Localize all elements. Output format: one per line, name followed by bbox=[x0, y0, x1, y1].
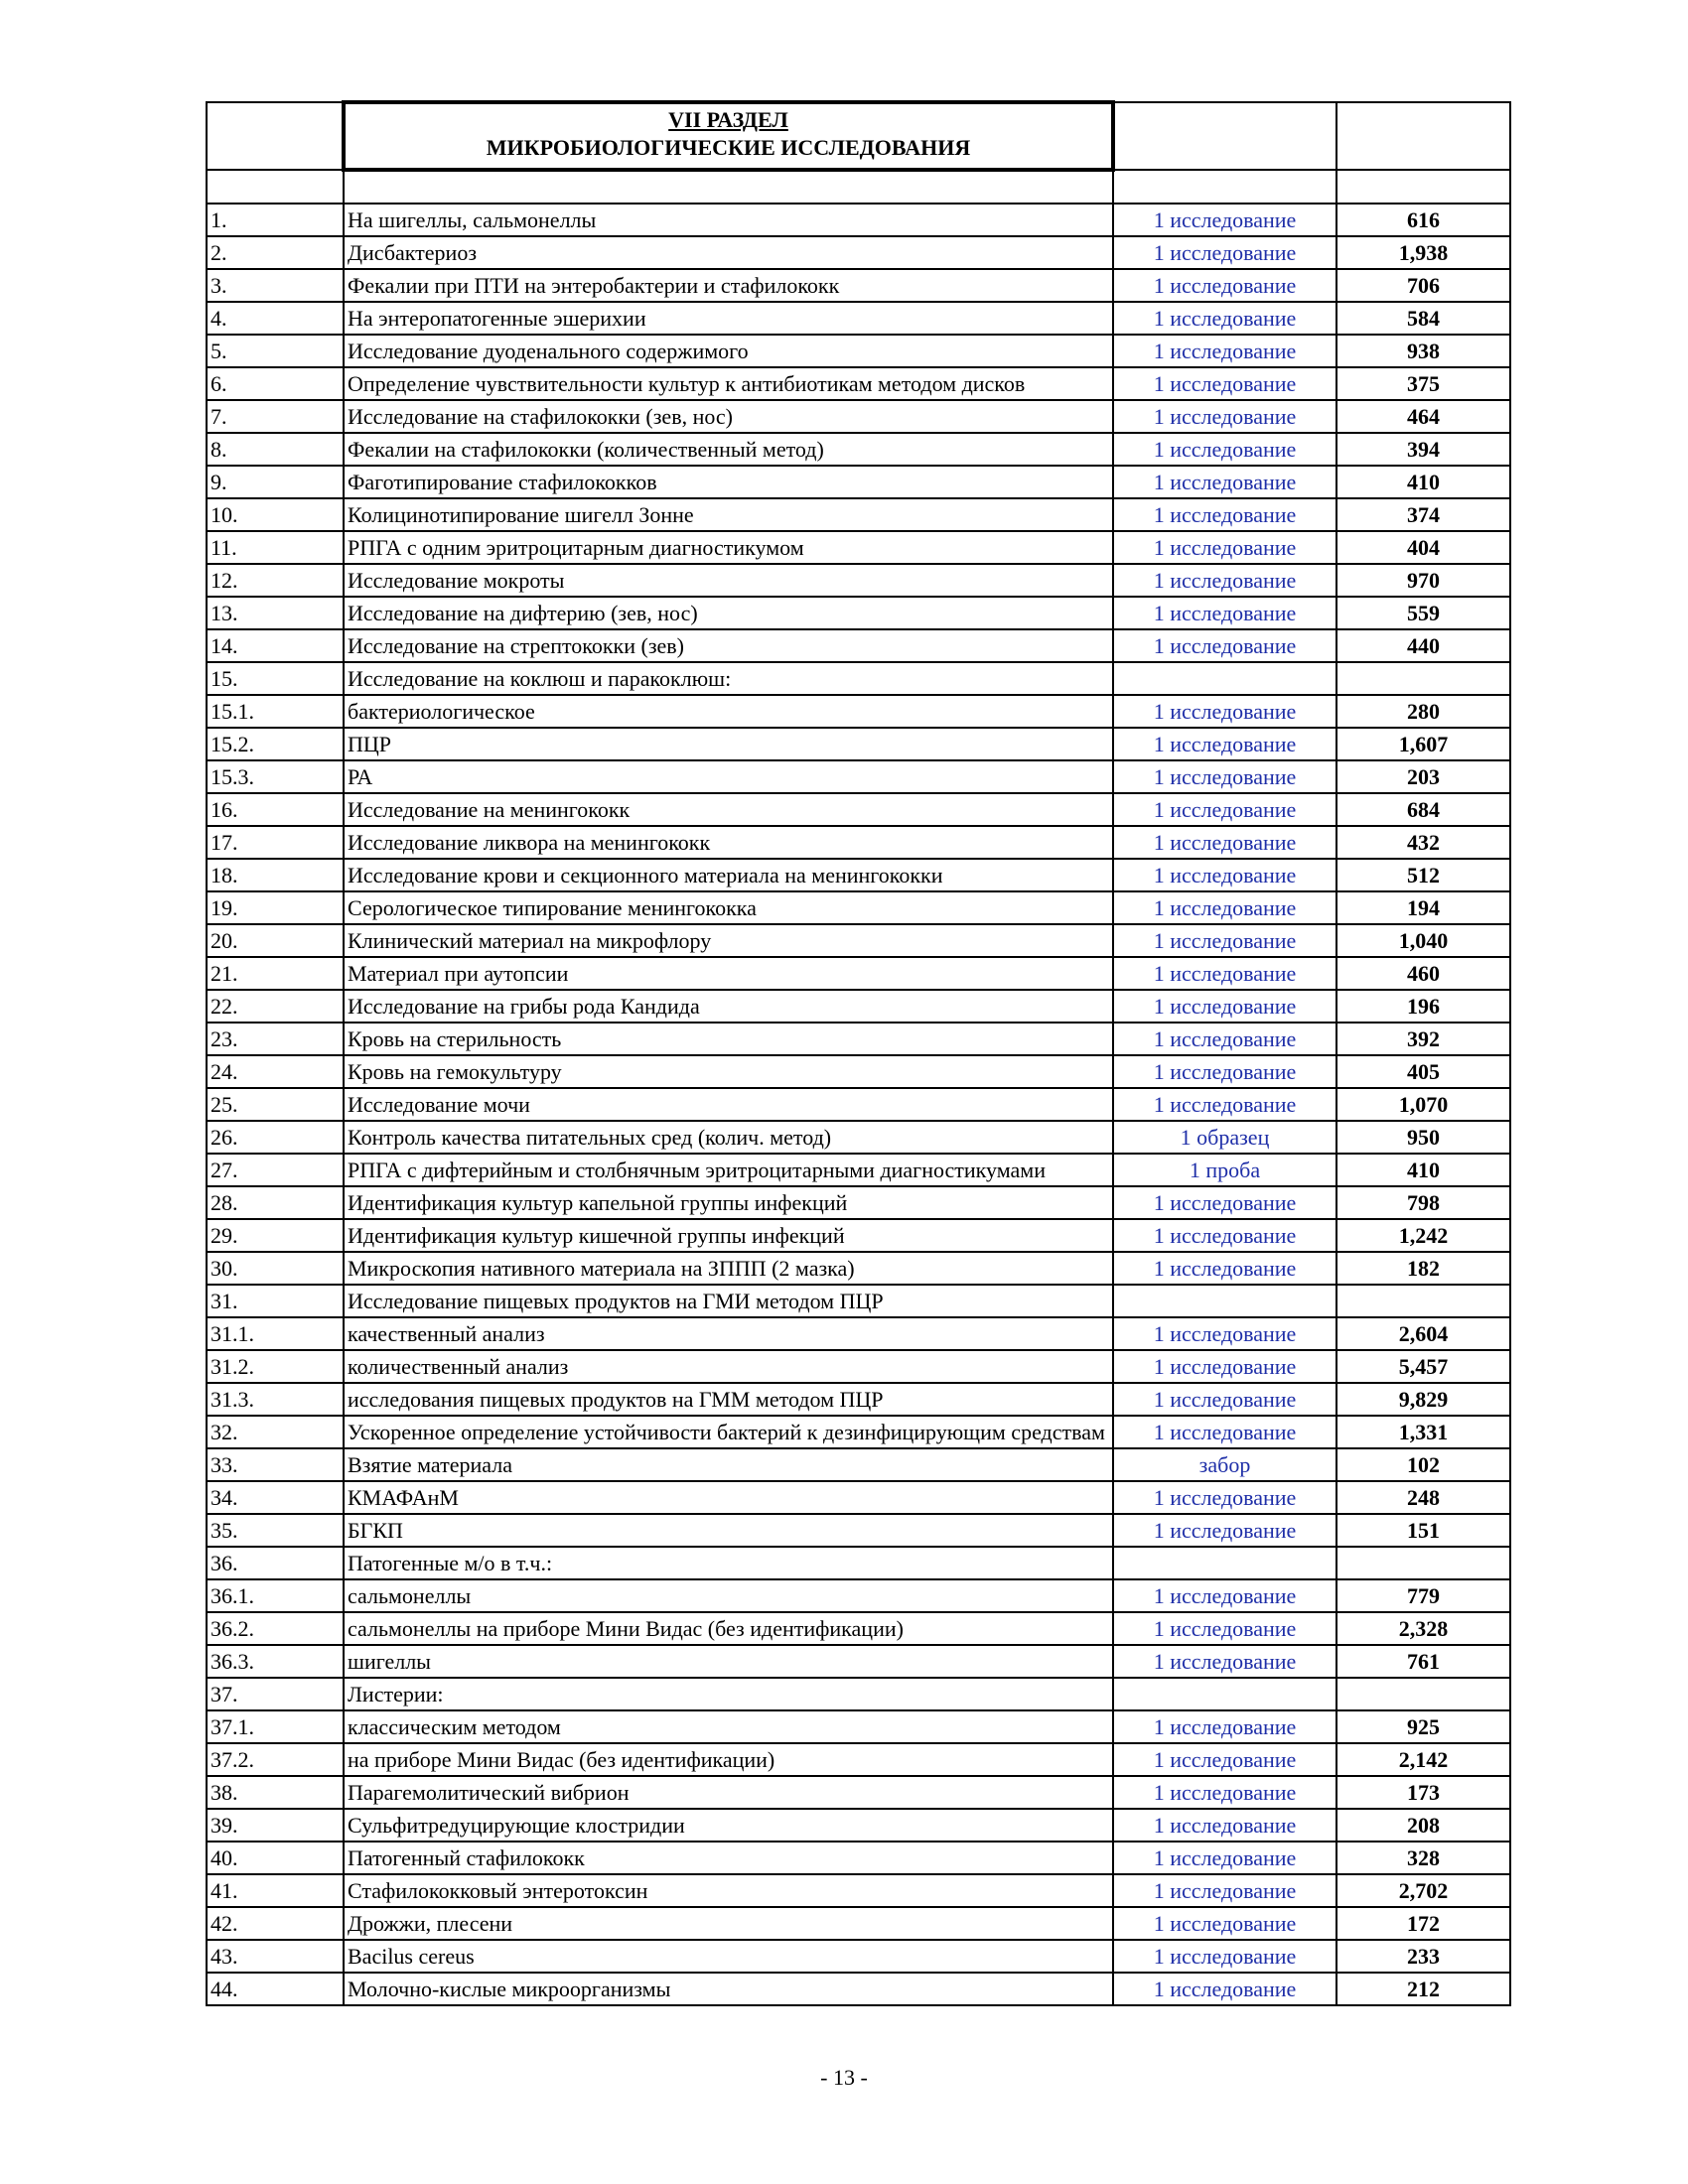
row-unit: 1 исследование bbox=[1113, 760, 1336, 793]
row-unit: 1 исследование bbox=[1113, 1842, 1336, 1874]
table-row bbox=[207, 1317, 1510, 1350]
row-service-name: Определение чувствительности культур к антибиотикам методом дисков bbox=[344, 367, 1113, 400]
row-price: 173 bbox=[1336, 1776, 1510, 1809]
row-service-name: Кровь на стерильность bbox=[344, 1023, 1113, 1055]
row-service-name: исследования пищевых продуктов на ГММ методом ПЦР bbox=[344, 1383, 1113, 1416]
row-price: 151 bbox=[1336, 1514, 1510, 1547]
row-service-name: сальмонеллы на приборе Мини Видас (без идентификации) bbox=[344, 1612, 1113, 1645]
row-price: 280 bbox=[1336, 695, 1510, 728]
row-number: 4. bbox=[207, 302, 344, 335]
row-price: 410 bbox=[1336, 466, 1510, 498]
row-service-name: Фекалии на стафилококки (количественный метод) bbox=[344, 433, 1113, 466]
table-row bbox=[207, 1350, 1510, 1383]
row-number: 17. bbox=[207, 826, 344, 859]
row-service-name: Листерии: bbox=[344, 1678, 1113, 1710]
row-unit: 1 исследование bbox=[1113, 826, 1336, 859]
row-service-name: Исследование крови и секционного материала на менингококки bbox=[344, 859, 1113, 891]
row-unit: 1 образец bbox=[1113, 1121, 1336, 1154]
row-unit: 1 исследование bbox=[1113, 1743, 1336, 1776]
table-row bbox=[207, 236, 1510, 269]
spacer-cell bbox=[1113, 170, 1336, 204]
row-number: 35. bbox=[207, 1514, 344, 1547]
row-service-name: Кровь на гемокультуру bbox=[344, 1055, 1113, 1088]
row-number: 6. bbox=[207, 367, 344, 400]
row-service-name: Исследование на дифтерию (зев, нос) bbox=[344, 597, 1113, 629]
row-unit: 1 исследование bbox=[1113, 1186, 1336, 1219]
table-row bbox=[207, 1154, 1510, 1186]
row-number: 14. bbox=[207, 629, 344, 662]
row-service-name: Идентификация культур кишечной группы инфекций bbox=[344, 1219, 1113, 1252]
table-row bbox=[207, 1842, 1510, 1874]
table-row bbox=[207, 531, 1510, 564]
row-service-name: качественный анализ bbox=[344, 1317, 1113, 1350]
row-number: 18. bbox=[207, 859, 344, 891]
row-unit bbox=[1113, 1678, 1336, 1710]
row-service-name: Исследование ликвора на менингококк bbox=[344, 826, 1113, 859]
row-number: 7. bbox=[207, 400, 344, 433]
row-service-name: Фаготипирование стафилококков bbox=[344, 466, 1113, 498]
row-unit: 1 исследование bbox=[1113, 400, 1336, 433]
row-unit: 1 исследование bbox=[1113, 236, 1336, 269]
row-service-name: Исследование мочи bbox=[344, 1088, 1113, 1121]
row-unit: 1 исследование bbox=[1113, 1055, 1336, 1088]
row-price: 938 bbox=[1336, 335, 1510, 367]
row-unit: 1 исследование bbox=[1113, 891, 1336, 924]
row-price: 1,607 bbox=[1336, 728, 1510, 760]
row-price: 1,331 bbox=[1336, 1416, 1510, 1448]
row-unit bbox=[1113, 1547, 1336, 1579]
row-price: 2,702 bbox=[1336, 1874, 1510, 1907]
row-number: 19. bbox=[207, 891, 344, 924]
row-service-name: Контроль качества питательных сред (колич. метод) bbox=[344, 1121, 1113, 1154]
table-row bbox=[207, 1907, 1510, 1940]
row-price: 925 bbox=[1336, 1710, 1510, 1743]
table-row bbox=[207, 1874, 1510, 1907]
row-unit: 1 исследование bbox=[1113, 629, 1336, 662]
row-price: 440 bbox=[1336, 629, 1510, 662]
row-price: 404 bbox=[1336, 531, 1510, 564]
row-service-name: РПГА с одним эритроцитарным диагностикумом bbox=[344, 531, 1113, 564]
row-number: 31.1. bbox=[207, 1317, 344, 1350]
table-row bbox=[207, 957, 1510, 990]
row-service-name: бактериологическое bbox=[344, 695, 1113, 728]
row-price: 375 bbox=[1336, 367, 1510, 400]
header-empty-unit bbox=[1113, 102, 1336, 170]
row-unit: 1 исследование bbox=[1113, 1579, 1336, 1612]
row-unit: 1 исследование bbox=[1113, 695, 1336, 728]
row-price bbox=[1336, 1285, 1510, 1317]
table-row bbox=[207, 728, 1510, 760]
row-number: 1. bbox=[207, 204, 344, 236]
row-unit: 1 исследование bbox=[1113, 990, 1336, 1023]
row-number: 39. bbox=[207, 1809, 344, 1842]
row-unit: 1 исследование bbox=[1113, 204, 1336, 236]
table-row bbox=[207, 1023, 1510, 1055]
row-number: 34. bbox=[207, 1481, 344, 1514]
row-number: 36.3. bbox=[207, 1645, 344, 1678]
table-row bbox=[207, 695, 1510, 728]
table-row bbox=[207, 1219, 1510, 1252]
row-price: 212 bbox=[1336, 1973, 1510, 2005]
table-row bbox=[207, 1088, 1510, 1121]
row-number: 22. bbox=[207, 990, 344, 1023]
row-price: 460 bbox=[1336, 957, 1510, 990]
table-row bbox=[207, 1710, 1510, 1743]
row-number: 37.1. bbox=[207, 1710, 344, 1743]
section-title-line2: МИКРОБИОЛОГИЧЕСКИЕ ИССЛЕДОВАНИЯ bbox=[486, 135, 971, 160]
row-price: 208 bbox=[1336, 1809, 1510, 1842]
table-row bbox=[207, 1743, 1510, 1776]
row-service-name: на приборе Мини Видас (без идентификации) bbox=[344, 1743, 1113, 1776]
row-price: 1,040 bbox=[1336, 924, 1510, 957]
row-service-name: Исследование мокроты bbox=[344, 564, 1113, 597]
row-price: 798 bbox=[1336, 1186, 1510, 1219]
table-row bbox=[207, 1285, 1510, 1317]
row-number: 32. bbox=[207, 1416, 344, 1448]
row-price: 779 bbox=[1336, 1579, 1510, 1612]
row-number: 41. bbox=[207, 1874, 344, 1907]
row-price: 405 bbox=[1336, 1055, 1510, 1088]
row-unit: 1 исследование bbox=[1113, 269, 1336, 302]
row-price: 248 bbox=[1336, 1481, 1510, 1514]
table-row bbox=[207, 400, 1510, 433]
row-price: 233 bbox=[1336, 1940, 1510, 1973]
table-row bbox=[207, 1448, 1510, 1481]
row-number: 43. bbox=[207, 1940, 344, 1973]
row-number: 36. bbox=[207, 1547, 344, 1579]
row-price bbox=[1336, 662, 1510, 695]
row-unit: 1 исследование bbox=[1113, 1907, 1336, 1940]
table-row bbox=[207, 597, 1510, 629]
row-number: 44. bbox=[207, 1973, 344, 2005]
row-number: 37. bbox=[207, 1678, 344, 1710]
row-service-name: Исследование пищевых продуктов на ГМИ методом ПЦР bbox=[344, 1285, 1113, 1317]
row-price: 328 bbox=[1336, 1842, 1510, 1874]
table-row bbox=[207, 1055, 1510, 1088]
row-number: 20. bbox=[207, 924, 344, 957]
table-row bbox=[207, 1579, 1510, 1612]
row-unit: 1 исследование bbox=[1113, 1088, 1336, 1121]
table-row bbox=[207, 1121, 1510, 1154]
row-number: 33. bbox=[207, 1448, 344, 1481]
row-number: 36.1. bbox=[207, 1579, 344, 1612]
row-unit: 1 исследование bbox=[1113, 957, 1336, 990]
row-service-name: Патогенные м/о в т.ч.: bbox=[344, 1547, 1113, 1579]
row-price: 2,604 bbox=[1336, 1317, 1510, 1350]
row-price: 2,328 bbox=[1336, 1612, 1510, 1645]
row-price: 512 bbox=[1336, 859, 1510, 891]
row-unit: 1 исследование bbox=[1113, 1252, 1336, 1285]
table-row bbox=[207, 891, 1510, 924]
row-service-name: шигеллы bbox=[344, 1645, 1113, 1678]
row-number: 2. bbox=[207, 236, 344, 269]
row-unit: 1 исследование bbox=[1113, 1973, 1336, 2005]
row-unit: забор bbox=[1113, 1448, 1336, 1481]
row-number: 31. bbox=[207, 1285, 344, 1317]
row-price: 374 bbox=[1336, 498, 1510, 531]
row-price: 392 bbox=[1336, 1023, 1510, 1055]
section-title bbox=[344, 102, 1113, 170]
row-unit: 1 исследование bbox=[1113, 924, 1336, 957]
table-row bbox=[207, 629, 1510, 662]
table-row bbox=[207, 1940, 1510, 1973]
row-unit: 1 исследование bbox=[1113, 564, 1336, 597]
row-number: 42. bbox=[207, 1907, 344, 1940]
spacer-row bbox=[207, 170, 1510, 204]
row-service-name: Фекалии при ПТИ на энтеробактерии и стафилококк bbox=[344, 269, 1113, 302]
row-number: 29. bbox=[207, 1219, 344, 1252]
row-price: 203 bbox=[1336, 760, 1510, 793]
row-number: 30. bbox=[207, 1252, 344, 1285]
row-service-name: РПГА с дифтерийным и столбнячным эритроцитарными диагностикумами bbox=[344, 1154, 1113, 1186]
row-unit: 1 исследование bbox=[1113, 728, 1336, 760]
table-row bbox=[207, 433, 1510, 466]
table-row bbox=[207, 204, 1510, 236]
row-service-name: Молочно-кислые микроорганизмы bbox=[344, 1973, 1113, 2005]
row-unit: 1 исследование bbox=[1113, 1776, 1336, 1809]
table-row bbox=[207, 662, 1510, 695]
row-unit: 1 исследование bbox=[1113, 1023, 1336, 1055]
table-row bbox=[207, 760, 1510, 793]
row-unit: 1 исследование bbox=[1113, 1874, 1336, 1907]
row-number: 5. bbox=[207, 335, 344, 367]
row-number: 13. bbox=[207, 597, 344, 629]
table-row bbox=[207, 1481, 1510, 1514]
page-number: - 13 - bbox=[820, 2065, 868, 2090]
table-row bbox=[207, 302, 1510, 335]
row-service-name: На шигеллы, сальмонеллы bbox=[344, 204, 1113, 236]
row-service-name: Исследование на стафилококки (зев, нос) bbox=[344, 400, 1113, 433]
row-price: 102 bbox=[1336, 1448, 1510, 1481]
spacer-cell bbox=[1336, 170, 1510, 204]
row-service-name: Микроскопия нативного материала на ЗППП (2 мазка) bbox=[344, 1252, 1113, 1285]
table-row bbox=[207, 498, 1510, 531]
row-unit: 1 исследование bbox=[1113, 531, 1336, 564]
row-unit bbox=[1113, 1285, 1336, 1317]
row-number: 37.2. bbox=[207, 1743, 344, 1776]
row-service-name: БГКП bbox=[344, 1514, 1113, 1547]
row-service-name: Клинический материал на микрофлору bbox=[344, 924, 1113, 957]
row-number: 11. bbox=[207, 531, 344, 564]
row-service-name: Патогенный стафилококк bbox=[344, 1842, 1113, 1874]
row-service-name: Колицинотипирование шигелл Зонне bbox=[344, 498, 1113, 531]
row-number: 25. bbox=[207, 1088, 344, 1121]
table-row bbox=[207, 564, 1510, 597]
row-number: 26. bbox=[207, 1121, 344, 1154]
row-number: 3. bbox=[207, 269, 344, 302]
row-unit: 1 исследование bbox=[1113, 1514, 1336, 1547]
row-price: 196 bbox=[1336, 990, 1510, 1023]
table-row bbox=[207, 367, 1510, 400]
row-number: 40. bbox=[207, 1842, 344, 1874]
row-number: 31.2. bbox=[207, 1350, 344, 1383]
row-service-name: Серологическое типирование менингококка bbox=[344, 891, 1113, 924]
row-unit: 1 исследование bbox=[1113, 1645, 1336, 1678]
table-row bbox=[207, 1186, 1510, 1219]
row-service-name: сальмонеллы bbox=[344, 1579, 1113, 1612]
row-number: 27. bbox=[207, 1154, 344, 1186]
row-price bbox=[1336, 1678, 1510, 1710]
row-price bbox=[1336, 1547, 1510, 1579]
row-number: 24. bbox=[207, 1055, 344, 1088]
row-number: 21. bbox=[207, 957, 344, 990]
row-unit: 1 исследование bbox=[1113, 1219, 1336, 1252]
row-price: 9,829 bbox=[1336, 1383, 1510, 1416]
row-price: 1,242 bbox=[1336, 1219, 1510, 1252]
spacer-cell bbox=[344, 170, 1113, 204]
row-unit: 1 исследование bbox=[1113, 1710, 1336, 1743]
row-service-name: Исследование на стрептококки (зев) bbox=[344, 629, 1113, 662]
header-empty-num bbox=[207, 102, 344, 170]
row-unit: 1 исследование bbox=[1113, 1350, 1336, 1383]
row-service-name: количественный анализ bbox=[344, 1350, 1113, 1383]
spacer-cell bbox=[207, 170, 344, 204]
row-service-name: Дрожжи, плесени bbox=[344, 1907, 1113, 1940]
row-service-name: Материал при аутопсии bbox=[344, 957, 1113, 990]
row-unit: 1 исследование bbox=[1113, 1612, 1336, 1645]
row-service-name: Исследование на коклюш и паракоклюш: bbox=[344, 662, 1113, 695]
row-unit: 1 исследование bbox=[1113, 433, 1336, 466]
row-unit: 1 исследование bbox=[1113, 1416, 1336, 1448]
row-unit: 1 исследование bbox=[1113, 367, 1336, 400]
row-service-name: Взятие материала bbox=[344, 1448, 1113, 1481]
row-service-name: Исследование дуоденального содержимого bbox=[344, 335, 1113, 367]
row-unit bbox=[1113, 662, 1336, 695]
row-number: 36.2. bbox=[207, 1612, 344, 1645]
row-price: 1,070 bbox=[1336, 1088, 1510, 1121]
row-service-name: Исследование на грибы рода Кандида bbox=[344, 990, 1113, 1023]
row-number: 15.2. bbox=[207, 728, 344, 760]
table-row bbox=[207, 1776, 1510, 1809]
row-price: 584 bbox=[1336, 302, 1510, 335]
row-service-name: КМАФАнМ bbox=[344, 1481, 1113, 1514]
row-price: 394 bbox=[1336, 433, 1510, 466]
row-number: 15.1. bbox=[207, 695, 344, 728]
table-row bbox=[207, 269, 1510, 302]
table-row bbox=[207, 1383, 1510, 1416]
row-price: 432 bbox=[1336, 826, 1510, 859]
row-number: 8. bbox=[207, 433, 344, 466]
price-table bbox=[206, 100, 1511, 2006]
row-unit: 1 исследование bbox=[1113, 1809, 1336, 1842]
table-row bbox=[207, 1416, 1510, 1448]
table-row bbox=[207, 826, 1510, 859]
row-service-name: Дисбактериоз bbox=[344, 236, 1113, 269]
table-row bbox=[207, 1547, 1510, 1579]
row-price: 559 bbox=[1336, 597, 1510, 629]
row-price: 706 bbox=[1336, 269, 1510, 302]
table-row bbox=[207, 793, 1510, 826]
row-unit: 1 исследование bbox=[1113, 1481, 1336, 1514]
row-unit: 1 исследование bbox=[1113, 498, 1336, 531]
row-service-name: Исследование на менингококк bbox=[344, 793, 1113, 826]
section-title-line1: VII РАЗДЕЛ bbox=[668, 107, 788, 132]
row-unit: 1 исследование bbox=[1113, 793, 1336, 826]
row-number: 38. bbox=[207, 1776, 344, 1809]
table-row bbox=[207, 1973, 1510, 2005]
table-row bbox=[207, 1645, 1510, 1678]
row-number: 31.3. bbox=[207, 1383, 344, 1416]
row-service-name: классическим методом bbox=[344, 1710, 1113, 1743]
row-unit: 1 исследование bbox=[1113, 859, 1336, 891]
row-service-name: ПЦР bbox=[344, 728, 1113, 760]
row-service-name: Парагемолитический вибрион bbox=[344, 1776, 1113, 1809]
row-number: 16. bbox=[207, 793, 344, 826]
row-price: 950 bbox=[1336, 1121, 1510, 1154]
row-unit: 1 исследование bbox=[1113, 1383, 1336, 1416]
row-number: 15. bbox=[207, 662, 344, 695]
row-price: 194 bbox=[1336, 891, 1510, 924]
row-unit: 1 исследование bbox=[1113, 1940, 1336, 1973]
row-price: 970 bbox=[1336, 564, 1510, 597]
row-price: 410 bbox=[1336, 1154, 1510, 1186]
table-row bbox=[207, 924, 1510, 957]
row-price: 2,142 bbox=[1336, 1743, 1510, 1776]
table-row bbox=[207, 466, 1510, 498]
row-price: 182 bbox=[1336, 1252, 1510, 1285]
row-service-name: Идентификация культур капельной группы инфекций bbox=[344, 1186, 1113, 1219]
table-row bbox=[207, 1678, 1510, 1710]
table-body bbox=[207, 102, 1510, 2005]
row-unit: 1 исследование bbox=[1113, 335, 1336, 367]
row-unit: 1 проба bbox=[1113, 1154, 1336, 1186]
row-price: 684 bbox=[1336, 793, 1510, 826]
row-price: 761 bbox=[1336, 1645, 1510, 1678]
row-number: 23. bbox=[207, 1023, 344, 1055]
table-row bbox=[207, 990, 1510, 1023]
table-row bbox=[207, 1252, 1510, 1285]
row-number: 12. bbox=[207, 564, 344, 597]
row-price: 616 bbox=[1336, 204, 1510, 236]
row-number: 28. bbox=[207, 1186, 344, 1219]
row-service-name: РА bbox=[344, 760, 1113, 793]
table-row bbox=[207, 1612, 1510, 1645]
row-service-name: На энтеропатогенные эшерихии bbox=[344, 302, 1113, 335]
row-price: 464 bbox=[1336, 400, 1510, 433]
row-number: 15.3. bbox=[207, 760, 344, 793]
row-service-name: Ускоренное определение устойчивости бактерий к дезинфицирующим средствам bbox=[344, 1416, 1113, 1448]
row-number: 9. bbox=[207, 466, 344, 498]
table-row bbox=[207, 1514, 1510, 1547]
row-unit: 1 исследование bbox=[1113, 302, 1336, 335]
table-row bbox=[207, 335, 1510, 367]
row-unit: 1 исследование bbox=[1113, 1317, 1336, 1350]
row-number: 10. bbox=[207, 498, 344, 531]
header-empty-price bbox=[1336, 102, 1510, 170]
row-service-name: Bacilus cereus bbox=[344, 1940, 1113, 1973]
row-unit: 1 исследование bbox=[1113, 597, 1336, 629]
row-service-name: Сульфитредуцирующие клостридии bbox=[344, 1809, 1113, 1842]
row-unit: 1 исследование bbox=[1113, 466, 1336, 498]
row-price: 5,457 bbox=[1336, 1350, 1510, 1383]
row-service-name: Стафилококковый энтеротоксин bbox=[344, 1874, 1113, 1907]
row-price: 172 bbox=[1336, 1907, 1510, 1940]
row-price: 1,938 bbox=[1336, 236, 1510, 269]
section-header-row bbox=[207, 102, 1510, 170]
table-row bbox=[207, 859, 1510, 891]
table-row bbox=[207, 1809, 1510, 1842]
